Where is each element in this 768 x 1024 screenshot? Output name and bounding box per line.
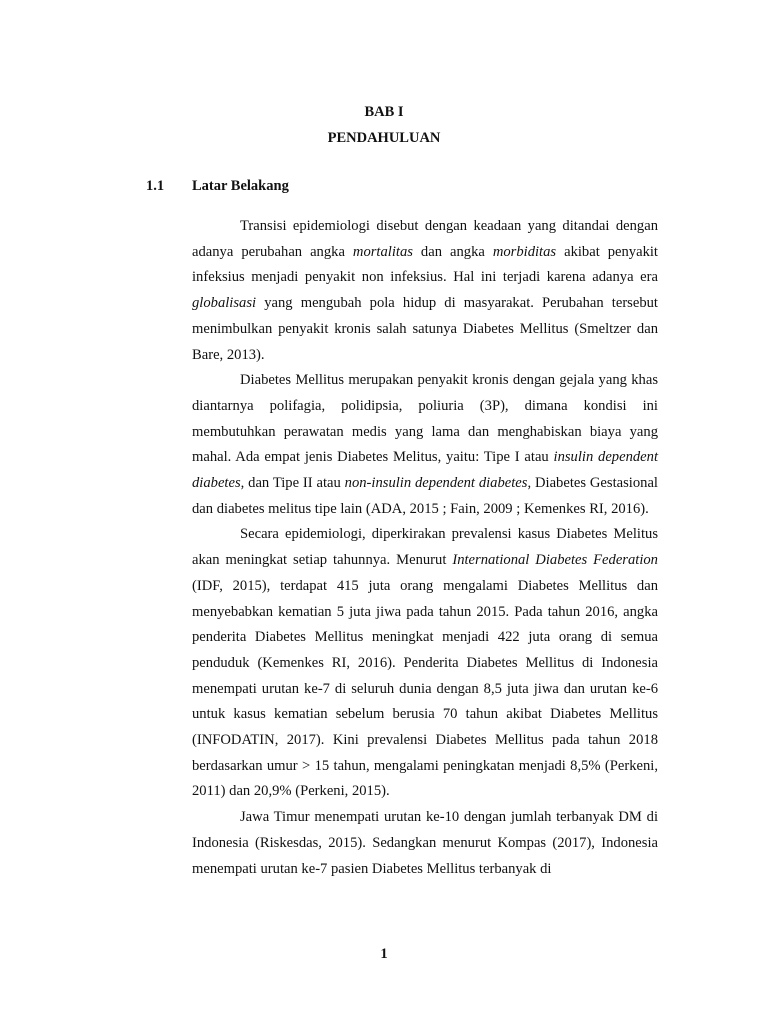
text-run: Transisi epidemiologi disebut dengan keadaan yang ditandai dengan adanya perubahan angka — [192, 218, 658, 260]
paragraph — [192, 214, 658, 368]
text-run: , dan Tipe II atau — [240, 475, 345, 492]
chapter-number: BAB I — [364, 104, 404, 120]
italic-term: International Diabetes Federation — [452, 552, 658, 569]
paragraph — [192, 368, 658, 522]
paragraph — [192, 805, 658, 882]
text-run: Diabetes Mellitus merupakan penyakit kronis dengan gejala yang khas diantarnya polifagia, polidipsia, poliuria (3P), dimana kondisi ini membutuhkan perawatan medis yang lama dan menghabiskan biaya yang mahal. Ada empat jenis Diabetes Melitus, yaitu: Tipe I atau — [192, 372, 658, 466]
body-text — [192, 214, 658, 882]
section-number: 1.1 — [146, 178, 165, 194]
section-title: Latar Belakang — [192, 178, 289, 194]
italic-term: non-insulin dependent diabetes — [344, 475, 528, 492]
text-run: , Diabetes Gestasional dan diabetes melitus tipe lain (ADA, 2015 ; Fain, 2009 ; Kemenkes RI, 2016). — [192, 475, 658, 517]
paragraph — [192, 522, 658, 805]
italic-term: morbiditas — [492, 243, 557, 260]
text-run: dan angka — [412, 243, 493, 260]
chapter-title: PENDAHULUAN — [327, 130, 441, 146]
italic-term: insulin dependent diabetes — [192, 449, 659, 492]
text-run: Secara epidemiologi, diperkirakan prevalensi kasus Diabetes Melitus akan meningkat setiap tahunnya. Menurut — [192, 526, 658, 569]
italic-term: mortalitas — [352, 243, 413, 260]
text-run: yang mengubah pola hidup di masyarakat. Perubahan tersebut menimbulkan penyakit kronis salah satunya Diabetes Mellitus (Smeltzer dan Bare, 2013). — [192, 295, 658, 363]
text-run: (IDF, 2015), terdapat 415 juta orang mengalami Diabetes Mellitus dan menyebabkan kematian 5 juta jiwa pada tahun 2015. Pada tahun 2016, angka penderita Diabetes Mellitus meningkat menjadi 422 juta orang di semua penduduk (Kemenkes RI, 2016). Penderita Diabetes Mellitus di Indonesia menempati urutan ke-7 di seluruh dunia dengan 8,5 juta jiwa dan urutan ke-6 untuk kasus kematian sebelum berusia 70 tahun akibat Diabetes Mellitus (INFODATIN, 2017). Kini prevalensi Diabetes Mellitus pada tahun 2018 berdasarkan umur > 15 tahun, mengalami peningkatan menjadi 8,5% (Perkeni, 2011) dan 20,9% (Perkeni, 2015). — [192, 577, 658, 800]
text-run: akibat penyakit infeksius menjadi penyakit non infeksius. Hal ini terjadi karena adanya era — [192, 243, 658, 286]
text-run: Jawa Timur menempati urutan ke-10 dengan jumlah terbanyak DM di Indonesia (Riskesdas, 2015). Sedangkan menurut Kompas (2017), Indonesia menempati urutan ke-7 pasien Diabetes Mellitus terbanyak di — [192, 809, 658, 877]
page-number: 1 — [380, 946, 388, 962]
italic-term: globalisasi — [192, 295, 257, 312]
